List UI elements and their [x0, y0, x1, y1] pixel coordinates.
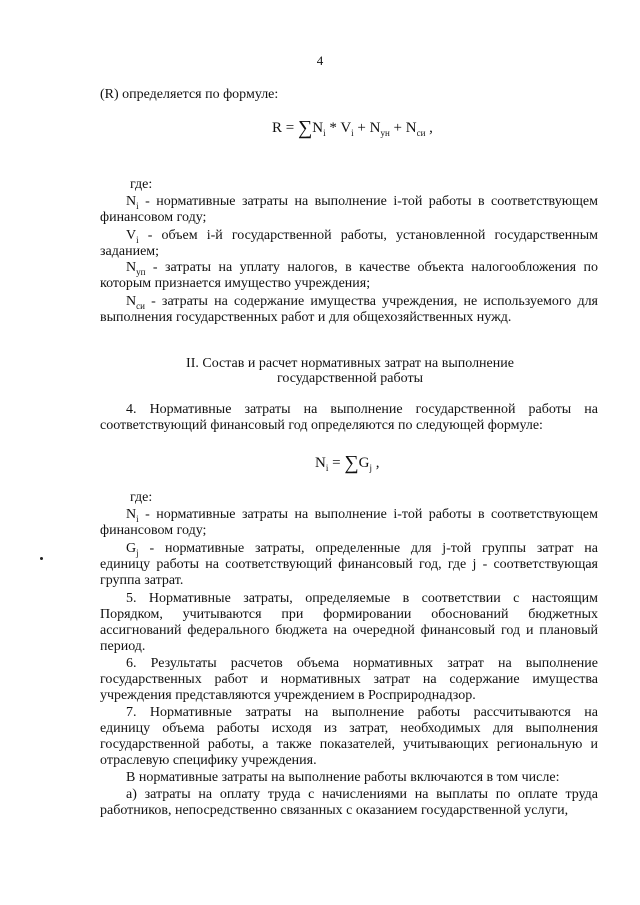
p5-line4: период.	[100, 639, 146, 654]
def2-gj-line3: группа затрат.	[100, 573, 184, 588]
p7-line2: единицу объема работы исходя из затрат, необходимых для выполнения	[100, 721, 598, 736]
def-nun-cont: которым признается имущество учреждения;	[100, 276, 371, 291]
p8-line: В нормативные затраты на выполнение работы включаются в том числе:	[126, 770, 560, 785]
p4-line1: 4. Нормативные затраты на выполнение государственной работы на	[126, 402, 598, 417]
section-heading: II. Состав и расчет нормативных затрат на выполнение государственной работы	[186, 356, 514, 386]
intro-text: (R) определяется по формуле:	[100, 87, 279, 102]
def-ni: $N_i$ - нормативные затраты на выполнение i-той работы в соответствующем	[126, 194, 598, 211]
def2-ni-cont: финансовом году;	[100, 523, 207, 538]
p6-line3: учреждения представляются учреждением в Росприроднадзор.	[100, 688, 476, 703]
scan-speck	[40, 557, 43, 560]
def-ni-cont: финансовом году;	[100, 210, 207, 225]
formula-r: $R = \sum N_i * V_i + N_{ун} + N_{си}$ ,	[272, 117, 433, 139]
def2-gj: $G_j$ - нормативные затраты, определенные для j-той группы затрат на	[126, 541, 598, 558]
def-nun: $N_{уп}$ - затраты на уплату налогов, в качестве объекта налогообложения по	[126, 260, 598, 277]
def2-gj-line2: единицу работы на соответствующий финансовый год, где j - соответствующая	[100, 557, 598, 572]
p7-line4: отраслевую специфику учреждения.	[100, 753, 317, 768]
p5-line3: ассигнований федерального бюджета на очередной финансовый год и плановый	[100, 623, 598, 638]
p4-line2: соответствующий финансовый год определяются по следующей формуле:	[100, 418, 543, 433]
p5-line2: Порядком, учитываются при формировании обоснований бюджетных	[100, 607, 598, 622]
def-nsi-cont: выполнения государственных работ и для общехозяйственных нужд.	[100, 310, 512, 325]
page-number: 4	[316, 53, 324, 68]
where-label: где:	[130, 177, 153, 192]
p6-line1: 6. Результаты расчетов объема нормативных затрат на выполнение	[126, 656, 598, 671]
p6-line2: государственных работ и нормативных затрат на содержание имущества	[100, 672, 598, 687]
def2-ni: $N_i$ - нормативные затраты на выполнение i-той работы в соответствующем	[126, 507, 598, 524]
pa-line2: работников, непосредственно связанных с оказанием государственной услуги,	[100, 803, 569, 818]
p7-line1: 7. Нормативные затраты на выполнение работы рассчитываются на	[126, 705, 598, 720]
p7-line3: государственной работы, а также показателей, учитывающих региональную и	[100, 737, 598, 752]
p5-line1: 5. Нормативные затраты, определяемые в соответствии с настоящим	[126, 591, 598, 606]
def-vi: $V_i$ - объем i-й государственной работы, установленной государственным	[126, 228, 598, 245]
pa-line1: а) затраты на оплату труда с начислениями на выплаты по оплате труда	[126, 787, 598, 802]
where-label-2: где:	[130, 490, 153, 505]
def-nsi: $N_{си}$ - затраты на содержание имущества учреждения, не используемого для	[126, 294, 598, 311]
def-vi-cont: заданием;	[100, 244, 160, 259]
formula-ni: $N_i = \sum G_j$ ,	[315, 452, 380, 474]
